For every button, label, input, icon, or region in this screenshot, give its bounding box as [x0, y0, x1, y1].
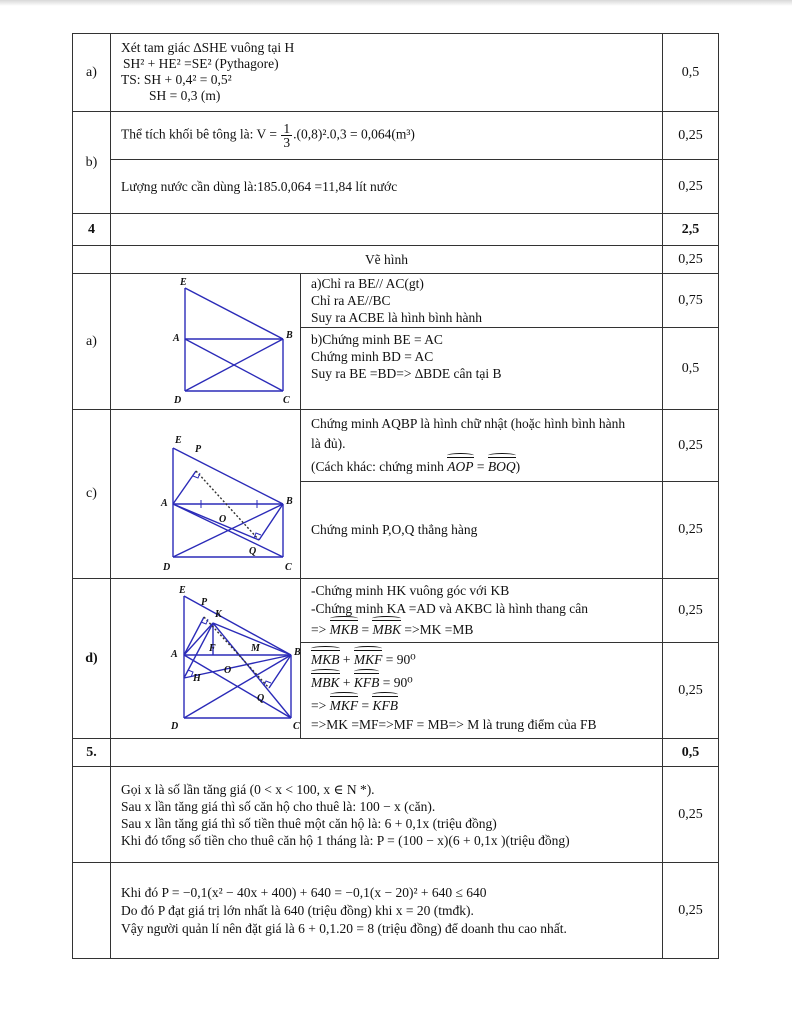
fig-d-label-h: H — [193, 672, 201, 684]
angle-boq: BOQ — [487, 459, 516, 475]
fig-d-line-bq — [269, 655, 291, 688]
q3-b2-score: 0,25 — [663, 160, 719, 214]
fraction-denominator: 3 — [283, 135, 291, 150]
q3-b1-fraction — [281, 122, 292, 149]
q4-d2-l3-pre: => — [311, 698, 327, 713]
q4-a-figure-cell — [111, 274, 301, 410]
figure-a — [111, 275, 301, 409]
q5-header-row — [73, 739, 719, 767]
angle-kfb: KFB — [353, 675, 380, 690]
q4-d2-l2-post: = 90⁰ — [382, 675, 413, 690]
q4-d1-content — [301, 579, 663, 643]
q4-c1-row — [73, 410, 719, 482]
q5-part1-score: 0,25 — [663, 767, 719, 863]
angle-mkb-2: MKB — [311, 652, 340, 667]
q3-b1-text-post: .(0,8)².0,3 = 0,064(m³) — [293, 126, 415, 142]
q5-part2-score: 0,25 — [663, 863, 719, 959]
q4-c1-score: 0,25 — [663, 410, 719, 482]
q4-label: 4 — [73, 214, 111, 246]
q4-d1-line-3 — [311, 621, 652, 639]
q4-d2-line-4: =>MK =MF=>MF = MB=> M là trung điểm của FB — [311, 717, 597, 732]
q4-a1-row — [73, 274, 719, 328]
q5-part1-line-4: Khi đó tổng số tiền cho thuê căn hộ 1 tháng là: P = (100 − x)(6 + 0,1x )(triệu đồng) — [121, 832, 570, 848]
q5-part1-line-3: Sau x lần tăng giá thì số tiền thuê một căn hộ là: 6 + 0,1x (triệu đồng) — [121, 815, 497, 831]
q4-a2-line-3: Suy ra BE =BD=> ∆BDE cân tại B — [311, 366, 502, 381]
angle-mbk-2: MBK — [311, 675, 340, 690]
q4-d1-l3-eq: = — [361, 622, 370, 637]
fig-c-label-e: E — [175, 435, 182, 446]
fig-d-label-m: M — [251, 642, 260, 654]
q3-b2-text: Lượng nước cần dùng là:185.0,064 =11,84 lít nước — [121, 178, 398, 194]
fig-d-label-a: A — [171, 648, 178, 660]
q4-d1-line-2: -Chứng minh KA =AD và AKBC là hình thang cân — [311, 601, 589, 616]
fig-d-label-o: O — [224, 664, 232, 676]
q4-c1-content — [301, 410, 663, 482]
q5-part2-line-2: Do đó P đạt giá trị lớn nhất là 640 (triệu đồng) khi x = 20 (tmđk). — [121, 902, 474, 918]
fig-d-label-d: D — [171, 720, 179, 732]
angle-mbk: MBK — [372, 622, 401, 637]
q4-header-row — [73, 214, 719, 246]
fig-d-label-k: K — [215, 608, 222, 620]
q4-d1-l3-post: =>MK =MB — [404, 622, 474, 637]
q5-part1-line-2: Sau x lần tăng giá thì số căn hộ cho thuê là: 100 − x (căn). — [121, 798, 436, 814]
q4-d2-line-2 — [311, 671, 652, 694]
q4-c-figure-cell — [111, 410, 301, 579]
angle-kfb-2: KFB — [372, 698, 398, 713]
fig-d-label-f: F — [209, 642, 216, 654]
q4-d2-l1-plus: + — [342, 652, 351, 667]
q5-part2-row — [73, 863, 719, 959]
q4-c1-alt-post: ) — [515, 459, 521, 475]
angle-mkb: MKB — [329, 622, 359, 637]
fig-d-right-angle-q — [264, 681, 271, 686]
fig-a-label-c: C — [283, 394, 290, 406]
fig-c-label-o: O — [219, 514, 227, 525]
fig-a-line-eb — [185, 288, 283, 339]
q4-d2-line-3 — [311, 694, 652, 717]
fig-c-label-d: D — [163, 562, 171, 573]
q4-total-score: 2,5 — [663, 214, 719, 246]
q3-b2-content — [111, 160, 663, 214]
q4-c1-alt-eq: = — [476, 459, 485, 475]
q4-a2-line-1: b)Chứng minh BE = AC — [311, 332, 443, 347]
fig-d-label-p: P — [201, 596, 208, 608]
q4-a1-line-1: a)Chỉ ra BE// AC(gt) — [311, 276, 424, 291]
q4-c2-text: Chứng minh P,O,Q thẳng hàng — [311, 522, 478, 538]
fig-a-label-b: B — [286, 329, 293, 341]
q3-b1-text: Thể tích khối bê tông là: V = — [121, 126, 277, 142]
q4-draw-score: 0,25 — [663, 246, 719, 274]
q4-d2-l1-post: = 90⁰ — [385, 652, 416, 667]
fig-d-label-q: Q — [257, 692, 265, 704]
fig-c-line-ap — [173, 471, 196, 504]
q4-c-label: c) — [73, 410, 111, 579]
q4-draw-empty — [73, 246, 111, 274]
q4-c1-line-1: Chứng minh AQBP là hình chữ nhật (hoặc hình bình hành — [311, 416, 626, 432]
q4-d-label: d) — [73, 579, 111, 739]
q4-d-figure-cell — [111, 579, 301, 739]
angle-mkf: MKF — [353, 652, 383, 667]
fig-d-label-c: C — [293, 720, 300, 732]
fig-c-label-c: C — [285, 562, 292, 573]
q3-a-label: a) — [73, 34, 111, 112]
q3-a-row — [73, 34, 719, 112]
q4-a2-content — [301, 328, 663, 410]
q5-part1-empty — [73, 767, 111, 863]
q4-a-label: a) — [73, 274, 111, 410]
q5-total-score: 0,5 — [663, 739, 719, 767]
q4-d1-score: 0,25 — [663, 579, 719, 643]
q3-b2-row — [73, 160, 719, 214]
q4-d1-line-1: -Chứng minh HK vuông góc với KB — [311, 583, 510, 598]
q4-draw-text: Vẽ hình — [111, 246, 663, 274]
q4-draw-row — [73, 246, 719, 274]
q4-a2-score: 0,5 — [663, 328, 719, 410]
angle-mkf-2: MKF — [329, 698, 359, 713]
fig-c-right-angle-q — [254, 533, 261, 538]
fig-a-label-d: D — [174, 394, 182, 406]
q3-a-line-1: Xét tam giác ∆SHE vuông tại H — [121, 40, 295, 55]
angle-aop: AOP — [447, 459, 474, 475]
fig-c-line-eb — [173, 448, 283, 504]
q4-c2-content — [301, 482, 663, 579]
q3-a-score: 0,5 — [663, 34, 719, 112]
q4-c1-line-2: là đủ). — [311, 436, 346, 452]
q4-d1-l3-pre: => — [311, 622, 327, 637]
q5-header-empty — [111, 739, 663, 767]
q4-header-empty — [111, 214, 663, 246]
q4-a2-line-2: Chứng minh BD = AC — [311, 349, 434, 364]
q5-part2-line-1: Khi đó P = −0,1(x² − 40x + 400) + 640 = −0,1(x − 20)² + 640 ≤ 640 — [121, 884, 487, 900]
q3-a-line-3: TS: SH + 0,4² = 0,5² — [121, 72, 232, 87]
q5-part2-line-3: Vậy người quản lí nên đặt giá là 6 + 0,1.20 = 8 (triệu đồng) để doanh thu cao nhất. — [121, 920, 567, 936]
q4-d2-score: 0,25 — [663, 643, 719, 739]
q3-b1-score: 0,25 — [663, 112, 719, 160]
q3-b1-content — [111, 112, 663, 160]
fig-d-label-b: B — [294, 646, 301, 658]
q5-part2-content — [111, 863, 663, 959]
q4-c1-alt-pre: (Cách khác: chứng minh — [311, 459, 444, 475]
fraction-numerator: 1 — [283, 121, 291, 136]
q4-a1-content — [301, 274, 663, 328]
q4-c1-alt — [311, 457, 652, 477]
q5-part2-empty — [73, 863, 111, 959]
q3-a-line-2: SH² + HE² =SE² (Pythagore) — [123, 56, 279, 71]
q4-d2-content — [301, 643, 663, 739]
q5-label: 5. — [73, 739, 111, 767]
q4-d2-line-1 — [311, 648, 652, 671]
figure-d — [111, 583, 301, 735]
q4-d1-row — [73, 579, 719, 643]
q4-a1-score: 0,75 — [663, 274, 719, 328]
q3-b-label: b) — [73, 112, 111, 214]
q4-a1-line-2: Chỉ ra AE//BC — [311, 293, 391, 308]
q5-part1-content — [111, 767, 663, 863]
fig-c-label-p: P — [195, 444, 202, 455]
fig-a-label-a: A — [173, 332, 180, 344]
fig-c-label-a: A — [161, 498, 168, 509]
q4-c2-score: 0,25 — [663, 482, 719, 579]
fig-c-label-b: B — [286, 496, 293, 507]
q4-d2-l3-eq: = — [361, 698, 370, 713]
q3-a-content — [111, 34, 663, 112]
q5-part1-row — [73, 767, 719, 863]
q4-d2-l2-plus: + — [342, 675, 351, 690]
scan-edge-shadow — [0, 0, 792, 6]
answer-key-table — [72, 33, 719, 959]
q3-a-line-4: SH = 0,3 (m) — [149, 88, 221, 103]
fig-d-label-e: E — [179, 584, 186, 596]
q4-a1-line-3: Suy ra ACBE là hình bình hành — [311, 310, 482, 325]
figure-c — [111, 410, 301, 578]
q5-part1-line-1: Gọi x là số lần tăng giá (0 < x < 100, x ∈ N *). — [121, 781, 375, 797]
fig-c-label-q: Q — [249, 546, 257, 557]
fig-a-label-e: E — [180, 276, 187, 288]
q3-b1-row — [73, 112, 719, 160]
